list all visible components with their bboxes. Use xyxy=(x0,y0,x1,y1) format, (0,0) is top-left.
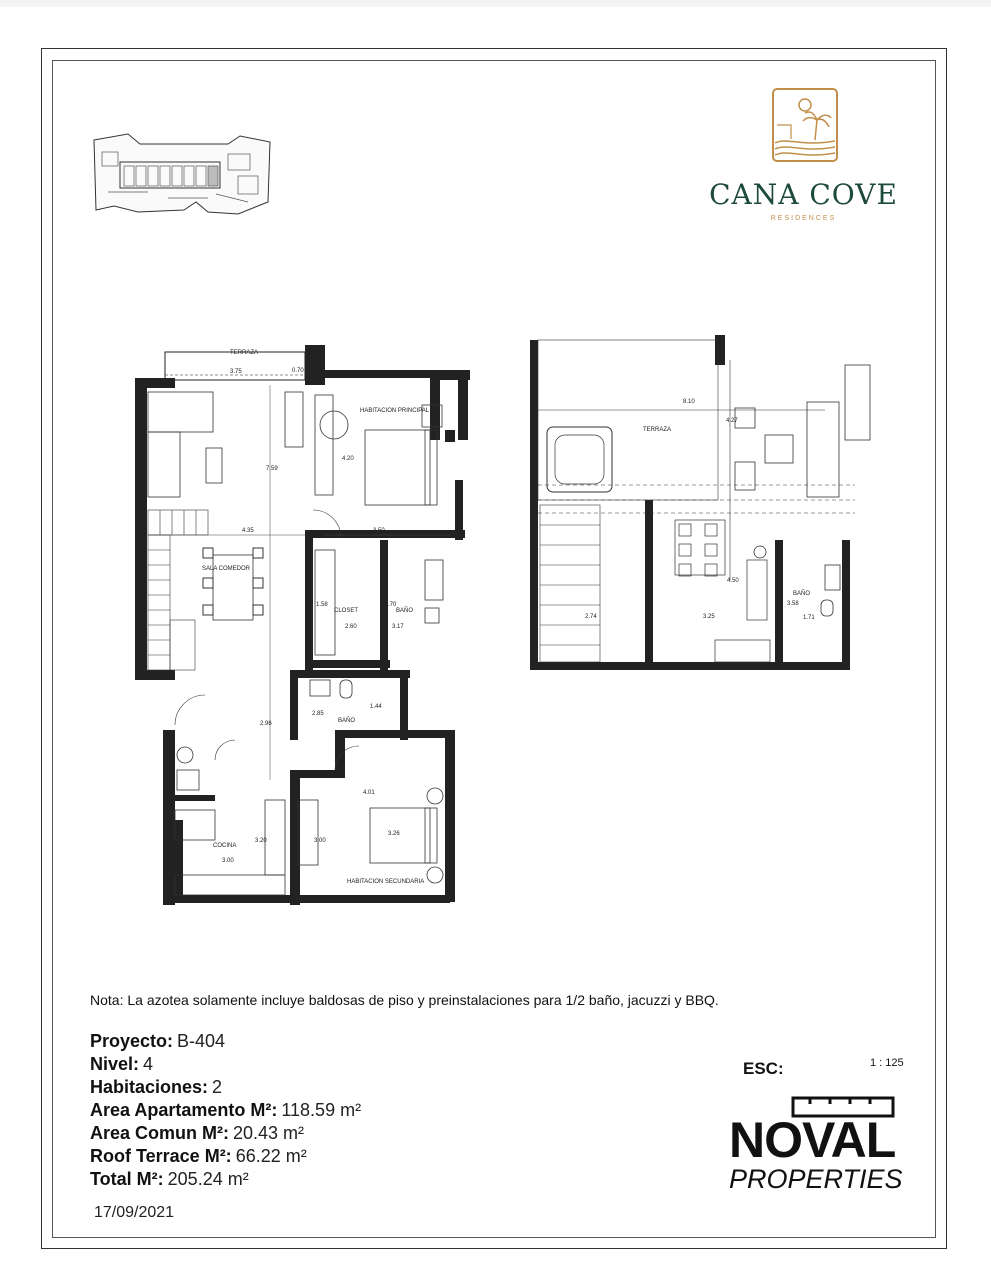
roof-label-bano: BAÑO xyxy=(793,591,811,597)
label-terraza: TERRAZA xyxy=(230,350,259,356)
label-habitacion-secundaria: HABITACION SECUNDARIA xyxy=(347,879,425,885)
scale-value: 1 : 125 xyxy=(870,1057,904,1069)
dim-1: 3.75 xyxy=(230,369,242,375)
scale-label: ESC: xyxy=(743,1059,784,1078)
dim-13: 2.96 xyxy=(260,721,272,727)
total-label: Total M²: xyxy=(90,1169,164,1189)
dim-11: 2.85 xyxy=(312,711,324,717)
dim-14: 4.01 xyxy=(363,790,375,796)
row-habitaciones xyxy=(90,1076,361,1099)
roof-dim-5: 4.50 xyxy=(727,578,739,584)
roof-dim-6: 3.58 xyxy=(787,601,799,607)
proyecto-value: B-404 xyxy=(177,1031,226,1051)
row-roof-terrace xyxy=(90,1145,361,1168)
dim-4: 4.20 xyxy=(342,456,354,462)
row-area-comun xyxy=(90,1122,361,1145)
dim-18: 3.00 xyxy=(314,838,326,844)
dim-2: 0.70 xyxy=(292,368,304,374)
label-bano-2: BAÑO xyxy=(338,718,356,724)
dim-10: 3.17 xyxy=(392,624,404,630)
noval-subtitle: PROPERTIES xyxy=(729,1164,903,1194)
roof-note: Nota: La azotea solamente incluye baldosas de piso y preinstalaciones para 1/2 baño, jacuzzi y BBQ. xyxy=(90,992,719,1008)
area-apartamento-value: 118.59 m² xyxy=(281,1100,362,1120)
dim-15: 3.26 xyxy=(388,831,400,837)
row-nivel xyxy=(90,1053,361,1076)
area-comun-value: 20.43 m² xyxy=(233,1123,305,1143)
label-sala-comedor: SALA COMEDOR xyxy=(202,566,251,572)
label-habitacion-principal: HABITACION PRINCIPAL xyxy=(360,408,430,414)
document-date: 17/09/2021 xyxy=(94,1204,175,1221)
roof-label-terraza: TERRAZA xyxy=(643,427,672,433)
dim-6: 3.50 xyxy=(373,528,385,534)
apartment-floor-plan xyxy=(130,330,475,915)
dim-17: 3.00 xyxy=(222,858,234,864)
location-keymap xyxy=(88,132,273,218)
roof-terrace-value: 66.22 m² xyxy=(235,1146,307,1166)
label-cocina: COCINA xyxy=(213,843,237,849)
label-bano-1: BAÑO xyxy=(396,608,414,614)
dim-12: 1.44 xyxy=(370,704,382,710)
nivel-label: Nivel: xyxy=(90,1054,140,1074)
roof-dim-1: 8.10 xyxy=(683,399,695,405)
dim-16: 3.20 xyxy=(255,838,267,844)
brand-subtitle: RESIDENCES xyxy=(770,215,837,222)
dim-8: 2.60 xyxy=(345,624,357,630)
row-area-apartamento xyxy=(90,1099,361,1122)
roof-dim-2: 4.27 xyxy=(726,418,738,424)
area-comun-label: Area Comun M²: xyxy=(90,1123,229,1143)
project-info xyxy=(90,1030,361,1191)
roof-terrace-label: Roof Terrace M²: xyxy=(90,1146,232,1166)
dim-3: 7.59 xyxy=(266,466,278,472)
noval-wordmark: NOVAL xyxy=(729,1112,896,1168)
brand-title: CANA COVE xyxy=(709,178,898,211)
row-total xyxy=(90,1168,361,1191)
habitaciones-label: Habitaciones: xyxy=(90,1077,209,1097)
dim-7: 1.58 xyxy=(316,602,328,608)
habitaciones-value: 2 xyxy=(212,1077,223,1097)
roof-dim-7: 1.71 xyxy=(803,615,815,621)
nivel-value: 4 xyxy=(143,1054,154,1074)
dim-5: 4.35 xyxy=(242,528,254,534)
row-proyecto xyxy=(90,1030,361,1053)
proyecto-label: Proyecto: xyxy=(90,1031,174,1051)
dim-9: .70 xyxy=(388,602,397,608)
area-apartamento-label: Area Apartamento M²: xyxy=(90,1100,278,1120)
label-closet: CLOSET xyxy=(334,608,359,614)
roof-dim-4: 3.25 xyxy=(703,614,715,620)
roof-terrace-plan xyxy=(525,330,885,675)
roof-dim-3: 2.74 xyxy=(585,614,597,620)
top-strip xyxy=(0,0,991,7)
total-value: 205.24 m² xyxy=(167,1169,249,1189)
